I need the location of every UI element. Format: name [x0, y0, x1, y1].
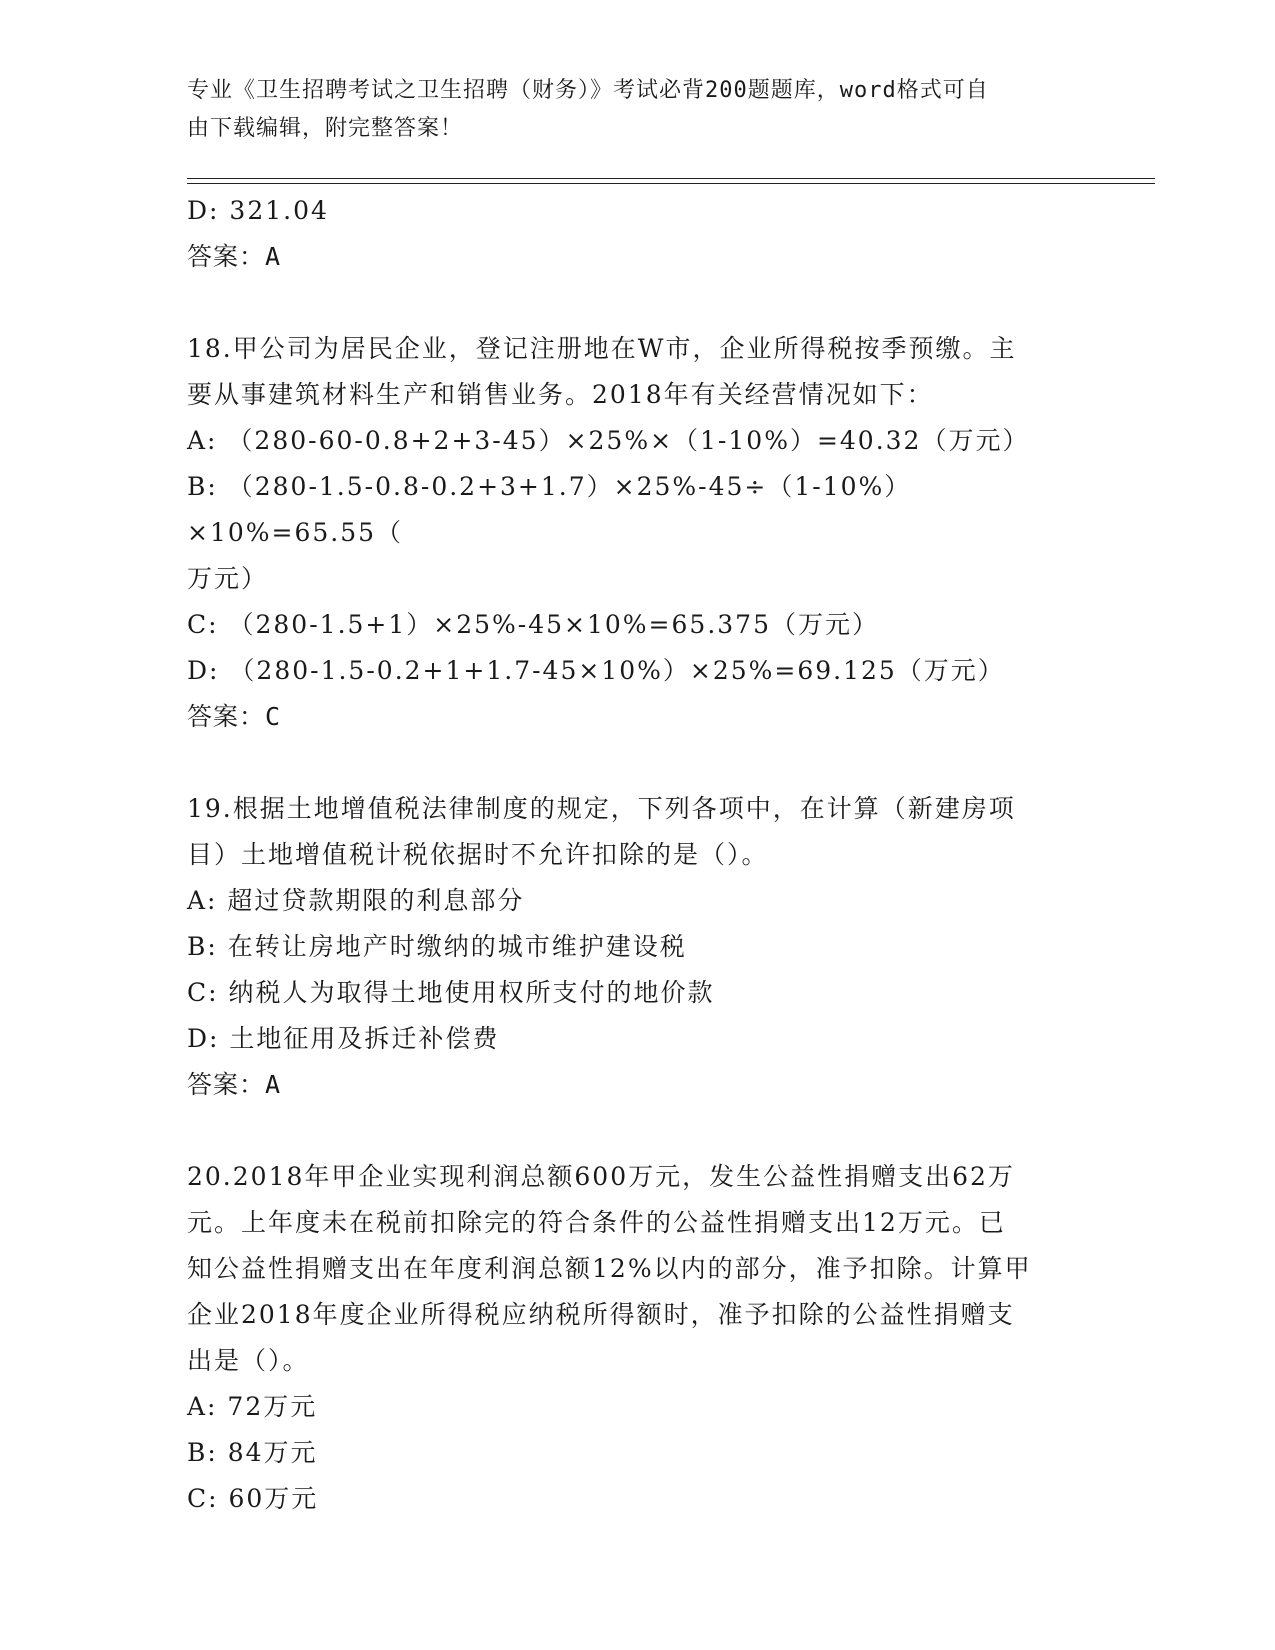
q17-option-d: D: 321.04	[187, 196, 329, 225]
header-line-1: 专业《卫生招聘考试之卫生招聘（财务）》考试必背200题题库，word格式可自	[187, 78, 989, 103]
q20-option-b: B: 84万元	[187, 1438, 318, 1467]
q20-stem-line-4: 企业2018年度企业所得税应纳税所得额时，准予扣除的公益性捐赠支	[187, 1300, 1015, 1329]
q19-option-d: D: 土地征用及拆迁补偿费	[187, 1024, 500, 1053]
q20-stem-line-5: 出是（）。	[187, 1346, 310, 1375]
q20-stem-line-2: 元。上年度未在税前扣除完的符合条件的公益性捐赠支出12万元。已	[187, 1208, 1006, 1237]
spacer	[187, 740, 1087, 786]
header-line-2: 由下载编辑，附完整答案！	[187, 116, 464, 141]
document-body	[187, 188, 1087, 1522]
q19-stem-line-1: 19.根据土地增值税法律制度的规定，下列各项中，在计算（新建房项	[187, 794, 1016, 823]
q18-option-b-line-1: B: （280-1.5-0.8-0.2+3+1.7）×25%-45÷（1-10%）×10%=65.55（	[187, 472, 912, 547]
q17-answer: 答案：A	[187, 242, 282, 271]
q18-option-c: C: （280-1.5+1）×25%-45×10%=65.375（万元）	[187, 610, 879, 639]
q20-option-c: C: 60万元	[187, 1484, 319, 1513]
spacer	[187, 1108, 1087, 1154]
q18-stem-line-1: 18.甲公司为居民企业，登记注册地在W市，企业所得税按季预缴。主	[187, 334, 1017, 363]
page-header	[187, 72, 1087, 148]
header-rule-bottom	[187, 183, 1155, 184]
header-rule-top	[187, 178, 1155, 179]
spacer	[187, 280, 1087, 326]
q20-stem-line-3: 知公益性捐赠支出在年度利润总额12%以内的部分，准予扣除。计算甲	[187, 1254, 1032, 1283]
q20-stem-line-1: 20.2018年甲企业实现利润总额600万元，发生公益性捐赠支出62万	[187, 1162, 1015, 1191]
q18-option-b-line-2: 万元）	[187, 564, 269, 593]
q18-stem-line-2: 要从事建筑材料生产和销售业务。2018年有关经营情况如下：	[187, 380, 934, 409]
q20-option-a: A: 72万元	[187, 1392, 318, 1421]
q18-option-d: D: （280-1.5-0.2+1+1.7-45×10%）×25%=69.125（万元）	[187, 656, 1005, 685]
q19-option-c: C: 纳税人为取得土地使用权所支付的地价款	[187, 978, 715, 1007]
q18-option-a: A: （280-60-0.8+2+3-45）×25%×（1-10%）=40.32（万元）	[187, 426, 1030, 455]
q19-stem-line-2: 目）土地增值税计税依据时不允许扣除的是（）。	[187, 840, 769, 869]
q19-answer: 答案：A	[187, 1070, 282, 1099]
q19-option-a: A: 超过贷款期限的利息部分	[187, 886, 525, 915]
q18-answer: 答案：C	[187, 702, 282, 731]
q19-option-b: B: 在转让房地产时缴纳的城市维护建设税	[187, 932, 687, 961]
